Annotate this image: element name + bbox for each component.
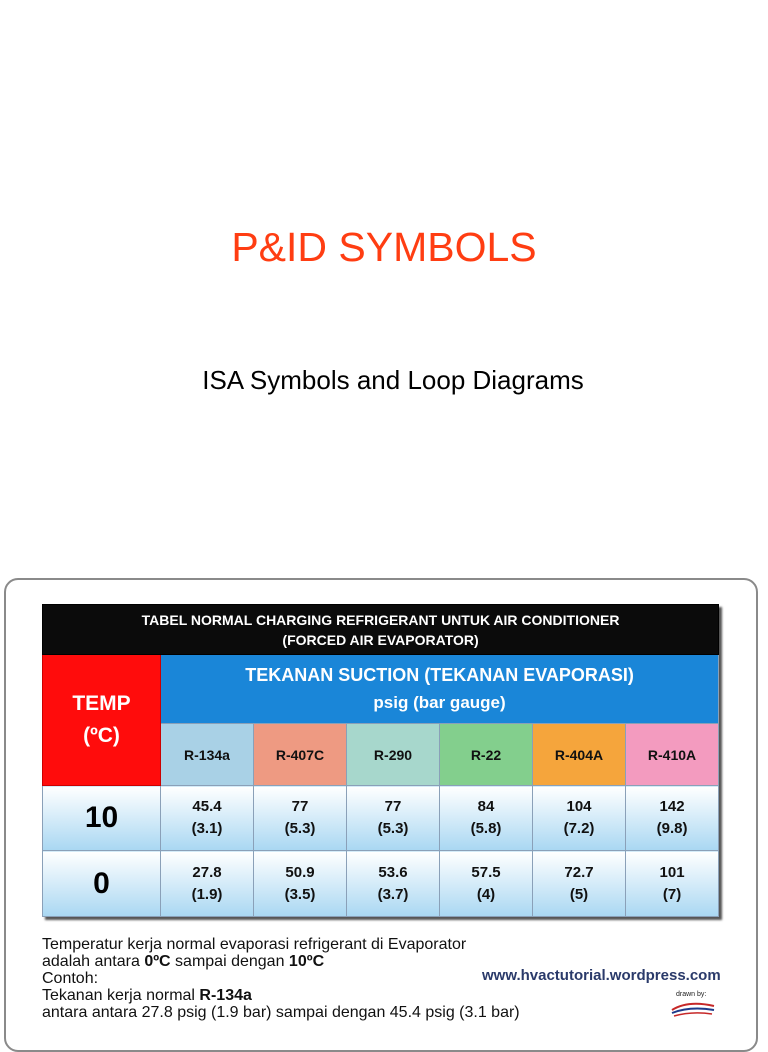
psig-value: 72.7 (564, 863, 594, 881)
refrigerant-header: R-407C (254, 724, 347, 786)
suction-unit: psig (bar gauge) (373, 693, 506, 712)
psig-value: 45.4 (192, 798, 222, 815)
psig-value: 84 (477, 798, 495, 815)
table-title-line2: (FORCED AIR EVAPORATOR) (282, 631, 479, 648)
website-link[interactable]: www.hvactutorial.wordpress.com (482, 967, 721, 984)
temp-unit: (ºC) (83, 724, 120, 747)
psig-value: 77 (291, 798, 309, 815)
temp-value: 0 (43, 851, 161, 917)
author-logo (668, 998, 720, 1024)
temp-header (43, 655, 161, 786)
bar-value: (3.7) (377, 885, 409, 903)
note-line: Contoh: (42, 970, 99, 987)
note-text-span: adalah antara (42, 953, 145, 970)
table-row (43, 786, 719, 851)
pressure-cell (161, 786, 254, 851)
note-text-span: Tekanan kerja normal (42, 987, 200, 1004)
note-bold-span: R-134a (199, 987, 252, 1004)
pressure-cell (533, 786, 626, 851)
note-line: Temperatur kerja normal evaporasi refrigerant di Evaporator (42, 936, 467, 953)
bar-value: (9.8) (656, 820, 688, 837)
refrigerant-header: R-410A (626, 724, 719, 786)
pressure-cell (254, 851, 347, 917)
bar-value: (3.5) (284, 885, 316, 903)
psig-value: 104 (566, 798, 592, 815)
slide-subtitle: ISA Symbols and Loop Diagrams (202, 365, 584, 395)
psig-value: 50.9 (285, 863, 315, 881)
pressure-cell (254, 786, 347, 851)
psig-value: 57.5 (471, 863, 501, 881)
pressure-cell (440, 851, 533, 917)
psig-value: 27.8 (192, 863, 222, 881)
suction-header (161, 655, 719, 724)
refrigerant-table (42, 604, 719, 917)
pressure-cell (626, 851, 719, 917)
bar-value: (1.9) (191, 885, 223, 903)
psig-value: 142 (659, 798, 685, 815)
bar-value: (5.3) (377, 820, 409, 837)
bar-value: (7.2) (563, 820, 595, 837)
pressure-cell (533, 851, 626, 917)
slide-title: P&ID SYMBOLS (231, 224, 537, 270)
note-line: antara antara 27.8 psig (1.9 bar) sampai dengan 45.4 psig (3.1 bar) (42, 1004, 520, 1021)
psig-value: 101 (659, 863, 685, 881)
psig-value: 77 (384, 798, 402, 815)
note-text-span: sampai dengan (170, 953, 289, 970)
psig-value: 53.6 (378, 863, 408, 881)
bar-value: (3.1) (191, 820, 223, 837)
temp-value: 10 (43, 786, 161, 851)
refrigerant-header: R-22 (440, 724, 533, 786)
bar-value: (5.8) (470, 820, 502, 837)
pressure-cell (161, 851, 254, 917)
note-bold-span: 10ºC (288, 953, 325, 970)
bar-value: (5.3) (284, 820, 316, 837)
pressure-cell (440, 786, 533, 851)
note-line (42, 987, 642, 1004)
table-title (43, 605, 719, 655)
bar-value: (7) (662, 885, 682, 903)
refrigerant-header: R-290 (347, 724, 440, 786)
suction-title: TEKANAN SUCTION (TEKANAN EVAPORASI) (245, 665, 634, 685)
refrigerant-header: R-134a (161, 724, 254, 786)
refrigerant-header: R-404A (533, 724, 626, 786)
bar-value: (4) (476, 885, 496, 903)
pressure-cell (347, 786, 440, 851)
table-title-line1: TABEL NORMAL CHARGING REFRIGERANT UNTUK AIR CONDITIONER (141, 611, 620, 628)
pressure-cell (626, 786, 719, 851)
table-row (43, 851, 719, 917)
pressure-cell (347, 851, 440, 917)
temp-label: TEMP (72, 692, 131, 715)
note-bold-span: 0ºC (144, 953, 171, 970)
drawn-by-label: drawn by: (676, 991, 707, 998)
bar-value: (5) (569, 885, 589, 903)
